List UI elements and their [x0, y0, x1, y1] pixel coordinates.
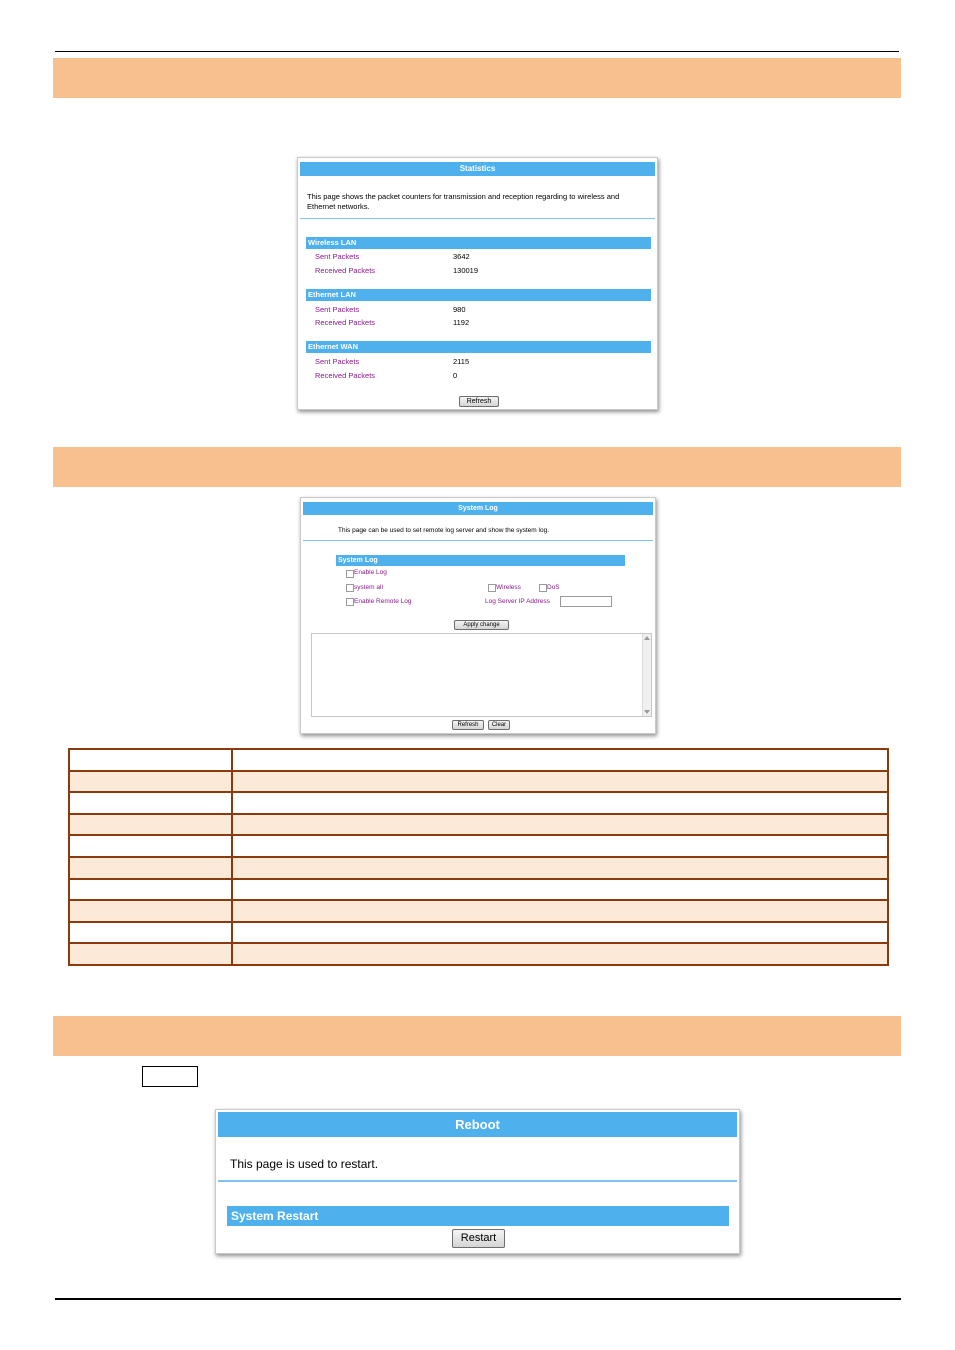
system-restart-section-header: System Restart: [227, 1206, 729, 1226]
log-scrollbar[interactable]: [642, 634, 651, 716]
system-log-separator: [303, 540, 653, 541]
system-log-clear-button[interactable]: Clear: [488, 720, 510, 730]
table-cell: [232, 857, 888, 879]
statistics-title: Statistics: [459, 164, 496, 173]
system-log-refresh-button[interactable]: Refresh: [452, 720, 484, 730]
table-cell: [69, 835, 232, 857]
dos-checkbox[interactable]: [539, 584, 547, 592]
enable-remote-log-label: Enable Remote Log: [354, 598, 412, 605]
table-cell: [232, 814, 888, 836]
system-log-title: System Log: [458, 505, 498, 512]
section-header-ethernet-wan: Ethernet WAN: [306, 341, 651, 353]
table-row: [69, 922, 888, 944]
reboot-title: Reboot: [455, 1117, 500, 1132]
table-cell: [69, 900, 232, 922]
table-cell: [69, 857, 232, 879]
table-cell: [69, 792, 232, 814]
scroll-up-arrow-icon[interactable]: [644, 636, 650, 640]
elan-received-label: Received Packets: [315, 318, 376, 327]
wireless-checkbox[interactable]: [488, 584, 496, 592]
parameter-table: [68, 748, 889, 966]
reboot-title-bar: [218, 1112, 737, 1137]
scroll-down-arrow-icon[interactable]: [644, 710, 650, 714]
table-cell: [232, 835, 888, 857]
system-log-description: This page can be used to set remote log server and show the system log.: [338, 527, 550, 534]
inline-button-box: [142, 1066, 198, 1087]
table-cell: [69, 943, 232, 965]
system-all-checkbox[interactable]: [346, 584, 354, 592]
ewan-sent-value: 2115: [453, 357, 470, 366]
system-log-title-bar: [303, 502, 653, 515]
table-cell: [69, 814, 232, 836]
statistics-panel: [297, 157, 658, 410]
table-cell: [69, 749, 232, 771]
table-cell: [232, 943, 888, 965]
dos-label: DoS: [547, 584, 560, 591]
system-all-label: system all: [354, 584, 383, 591]
table-row: [69, 792, 888, 814]
section-band-statistics: [53, 58, 901, 98]
table-row: [69, 943, 888, 965]
reboot-separator: [218, 1180, 737, 1182]
elan-received-value: 1192: [453, 318, 470, 327]
ewan-received-label: Received Packets: [315, 371, 376, 380]
section-header-wireless-lan: Wireless LAN: [306, 237, 651, 249]
ewan-sent-label: Sent Packets: [315, 357, 360, 366]
table-cell: [232, 879, 888, 901]
wlan-sent-label: Sent Packets: [315, 252, 360, 261]
enable-log-checkbox[interactable]: [346, 570, 354, 578]
table-row: [69, 771, 888, 793]
table-row: [69, 900, 888, 922]
statistics-description: This page shows the packet counters for transmission and reception regarding to wireless and Ethernet networks.: [307, 192, 620, 211]
table-cell: [232, 900, 888, 922]
statistics-separator: [300, 218, 655, 219]
bottom-rule: [55, 1298, 901, 1300]
statistics-title-bar: [300, 162, 655, 176]
table-row: [69, 814, 888, 836]
table-row: [69, 835, 888, 857]
top-rule: [55, 51, 899, 52]
system-log-panel: [300, 497, 656, 734]
system-log-section-header: System Log: [336, 555, 625, 566]
wlan-sent-value: 3642: [453, 252, 470, 261]
table-cell: [232, 771, 888, 793]
reboot-panel: [215, 1109, 740, 1254]
table-cell: [232, 922, 888, 944]
log-server-ip-input[interactable]: [560, 596, 612, 607]
enable-remote-log-checkbox[interactable]: [346, 598, 354, 606]
table-row: [69, 879, 888, 901]
table-cell: [69, 771, 232, 793]
restart-button[interactable]: Restart: [452, 1229, 505, 1248]
reboot-description: This page is used to restart.: [230, 1157, 379, 1171]
table-cell: [232, 749, 888, 771]
apply-change-button[interactable]: Apply change: [454, 620, 509, 630]
wlan-received-value: 130019: [453, 266, 479, 275]
wireless-label: Wireless: [496, 584, 521, 591]
table-cell: [232, 792, 888, 814]
table-row: [69, 857, 888, 879]
ewan-received-value: 0: [453, 371, 458, 380]
section-band-reboot: [53, 1016, 901, 1056]
statistics-refresh-button[interactable]: Refresh: [459, 396, 499, 407]
system-log-textarea[interactable]: [311, 633, 652, 717]
section-header-ethernet-lan: Ethernet LAN: [306, 289, 651, 301]
table-cell: [69, 922, 232, 944]
section-band-system-log: [53, 447, 901, 487]
wlan-received-label: Received Packets: [315, 266, 376, 275]
enable-log-label: Enable Log: [354, 569, 387, 576]
elan-sent-label: Sent Packets: [315, 305, 360, 314]
log-server-ip-label: Log Server IP Address: [485, 598, 550, 605]
elan-sent-value: 980: [453, 305, 466, 314]
table-row: [69, 749, 888, 771]
table-cell: [69, 879, 232, 901]
